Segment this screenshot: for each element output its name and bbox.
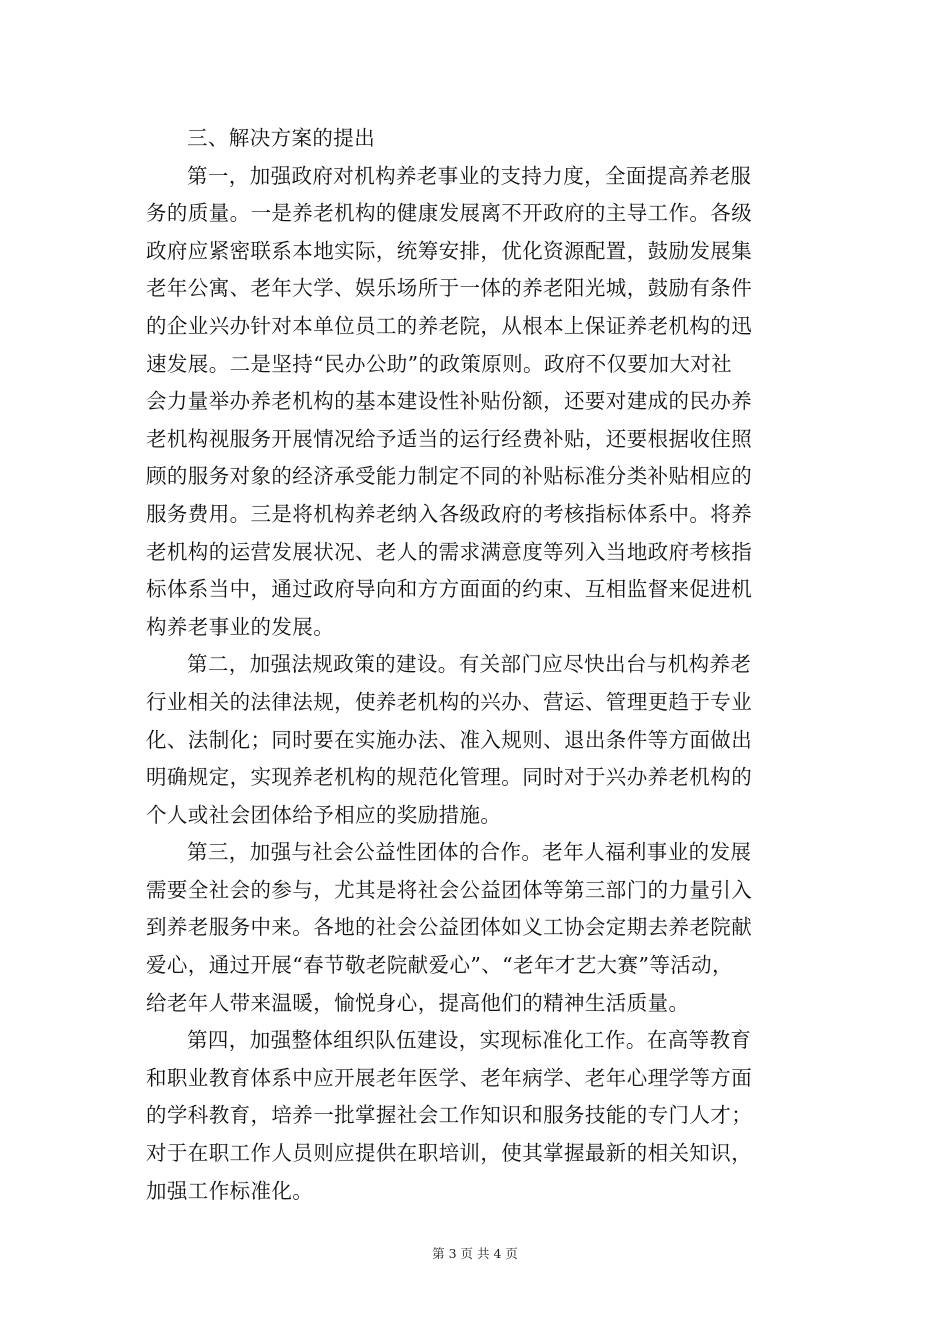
paragraph-line: 需要全社会的参与，尤其是将社会公益团体等第三部门的力量引入 bbox=[146, 877, 753, 902]
paragraph-line: 第一，加强政府对机构养老事业的支持力度，全面提高养老服 bbox=[187, 163, 752, 188]
paragraph-line: 构养老事业的发展。 bbox=[146, 614, 335, 639]
paragraph-line: 务的质量。一是养老机构的健康发展离不开政府的主导工作。各级 bbox=[146, 201, 753, 226]
paragraph-line: 到养老服务中来。各地的社会公益团体如义工协会定期去养老院献 bbox=[146, 915, 753, 940]
paragraph-line: 政府应紧密联系本地实际，统筹安排，优化资源配置，鼓励发展集 bbox=[146, 238, 753, 263]
paragraph-line: 老年公寓、老年大学、娱乐场所于一体的养老阳光城，鼓励有条件 bbox=[146, 276, 753, 301]
paragraph-line: 服务费用。三是将机构养老纳入各级政府的考核指标体系中。将养 bbox=[146, 501, 753, 526]
paragraph-line: 速发展。二是坚持“民办公助”的政策原则。政府不仅要加大对社 bbox=[146, 351, 733, 376]
page-number-label: 第 3 页 共 4 页 bbox=[432, 1246, 518, 1261]
paragraph-line: 标体系当中，通过政府导向和方方面面的约束、互相监督来促进机 bbox=[146, 577, 753, 602]
paragraph-line: 加强工作标准化。 bbox=[146, 1178, 314, 1203]
paragraph-line: 给老年人带来温暖，愉悦身心，提高他们的精神生活质量。 bbox=[146, 990, 690, 1015]
paragraph-line: 明确规定，实现养老机构的规范化管理。同时对于兴办养老机构的 bbox=[146, 765, 753, 790]
paragraph-line: 第四，加强整体组织队伍建设，实现标准化工作。在高等教育 bbox=[187, 1028, 752, 1053]
paragraph-line: 化、法制化；同时要在实施办法、准入规则、退出条件等方面做出 bbox=[146, 727, 753, 752]
paragraph-line: 和职业教育体系中应开展老年医学、老年病学、老年心理学等方面 bbox=[146, 1065, 753, 1090]
paragraph-line: 会力量举办养老机构的基本建设性补贴份额，还要对建成的民办养 bbox=[146, 389, 753, 414]
section-heading: 三、解决方案的提出 bbox=[187, 126, 376, 150]
paragraph-line: 老机构的运营发展状况、老人的需求满意度等列入当地政府考核指 bbox=[146, 539, 753, 564]
paragraph-line: 个人或社会团体给予相应的奖励措施。 bbox=[146, 802, 502, 827]
paragraph-line: 顾的服务对象的经济承受能力制定不同的补贴标准分类补贴相应的 bbox=[146, 464, 753, 489]
paragraph-line: 对于在职工作人员则应提供在职培训，使其掌握最新的相关知识， bbox=[146, 1141, 753, 1166]
paragraph-line: 老机构视服务开展情况给予适当的运行经费补贴，还要根据收住照 bbox=[146, 426, 753, 451]
paragraph-line: 爱心，通过开展“春节敬老院献爱心”、“老年才艺大赛”等活动， bbox=[146, 953, 733, 978]
paragraph-line: 的企业兴办针对本单位员工的养老院，从根本上保证养老机构的迅 bbox=[146, 313, 753, 338]
document-body bbox=[146, 120, 818, 1210]
paragraph-line: 第二，加强法规政策的建设。有关部门应尽快出台与机构养老 bbox=[187, 652, 752, 677]
paragraph-line: 的学科教育，培养一批掌握社会工作知识和服务技能的专门人才； bbox=[146, 1103, 753, 1128]
paragraph-line: 第三，加强与社会公益性团体的合作。老年人福利事业的发展 bbox=[187, 840, 752, 865]
paragraph-line: 行业相关的法律法规，使养老机构的兴办、营运、管理更趋于专业 bbox=[146, 689, 753, 714]
page-footer bbox=[0, 1246, 950, 1262]
